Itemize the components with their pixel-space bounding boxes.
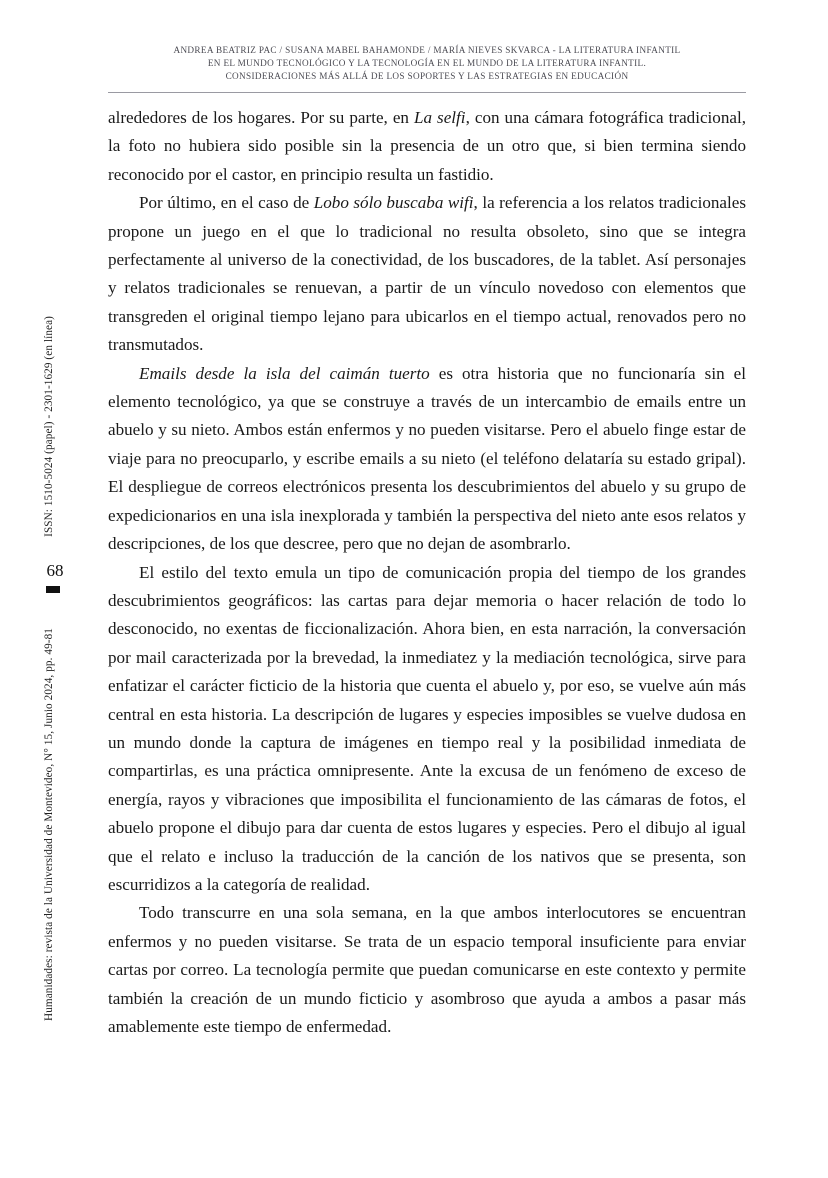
- header-divider: [108, 92, 746, 93]
- paragraph: Por último, en el caso de Lobo sólo buscaba wifi, la referencia a los relatos tradicionales propone un juego en el que lo tradicional no resulta obsoleto, sino que se integra perfectamente al universo de la conectividad, de los buscadores, de la tablet. Así personajes y relatos tradicionales se renuevan, a partir de un vínculo novedoso con elementos que transgreden el original tiempo lejano para ubicarlos en el tiempo actual, renovados pero no transmutados.: [108, 193, 746, 355]
- paragraph: Emails desde la isla del caimán tuerto es otra historia que no funcionaría sin el elemento tecnológico, ya que se construye a través de un intercambio de emails entre un abuelo y su nieto. Ambos están enfermos y no pueden visitarse. Pero el abuelo finge estar de viaje para no preocuparlo, y escribe emails a su nieto (el teléfono delataría su estado gripal). El despliegue de correos electrónicos presenta los descubrimientos del abuelo y su grupo de expedicionarios en una isla inexplorada y también la perspectiva del nieto ante esos relatos y descripciones, de los que descree, pero que no dejan de asombrarlo.: [108, 363, 746, 554]
- page-number: 68: [46, 561, 64, 580]
- running-head-line-3: CONSIDERACIONES MÁS ALLÁ DE LOS SOPORTES Y LAS ESTRATEGIAS EN EDUCACIÓN: [225, 71, 629, 82]
- work-title-italic: Lobo sólo buscaba wifi: [313, 193, 474, 213]
- folio-marker-icon: [46, 586, 60, 593]
- journal-citation-text: Humanidades: revista de la Universidad de Montevideo, N° 15, Junio 2024, pp. 49-81: [43, 628, 55, 1021]
- work-title-italic: Emails desde la isla del caimán tuerto: [139, 363, 430, 383]
- running-head: [108, 44, 746, 84]
- work-title-italic: La selfi: [413, 108, 466, 127]
- paragraph: El estilo del texto emula un tipo de comunicación propia del tiempo de los grandes descubrimientos geográficos: las cartas para dejar memoria o hacer relación de todo lo desconocido, no exentas de ficcionalización. Ahora bien, en esta narración, la conversación por mail caracterizada por la brevedad, la inmediatez y la mediación tecnológica, sirve para enfatizar el carácter ficticio de la historia que cuenta el abuelo y, por eso, se vuelve aún más central en esta historia. La descripción de lugares y especies imposibles se vuelve dudosa en un mundo donde la captura de imágenes en tiempo real y la posibilidad inmediata de compartirlas, es una práctica omnipresente. Ante la excusa de un fenómeno de exceso de energía, rayos y vibraciones que imposibilita el funcionamiento de las cámaras de fotos, el abuelo propone el dibujo para dar cuenta de estos lugares y especies. Pero el dibujo al igual que el relato e incluso la traducción de la canción de los nativos que se presenta, son escurridizos a la categoría de realidad.: [108, 562, 746, 894]
- left-margin: [0, 0, 96, 1178]
- body-text-column: [108, 104, 746, 1041]
- running-head-line-2: EN EL MUNDO TECNOLÓGICO Y LA TECNOLOGÍA EN EL MUNDO DE LA LITERATURA INFANTIL.: [207, 58, 647, 69]
- running-head-line-1: ANDREA BEATRIZ PAC / SUSANA MABEL BAHAMONDE / MARÍA NIEVES SKVARCA - LA LITERATURA INFANTIL: [173, 45, 681, 55]
- paragraph: Todo transcurre en una sola semana, en la que ambos interlocutores se encuentran enfermos y no pueden visitarse. Se trata de un espacio temporal insuficiente para enviar cartas por correo. La tecnología permite que puedan comunicarse en este contexto y permite también la creación de un mundo ficticio y asombroso que ayuda a ambos a pasar más amablemente este tiempo de enfermedad.: [108, 903, 746, 1036]
- issn-text: ISSN: 1510-5024 (papel) - 2301-1629 (en línea): [43, 316, 55, 537]
- paragraph: alrededores de los hogares. Por su parte, en La selfi, con una cámara fotográfica tradicional, la foto no hubiera sido posible sin la presencia de un otro que, si bien termina siendo reconocido por el castor, en principio resulta un fastidio.: [108, 108, 746, 184]
